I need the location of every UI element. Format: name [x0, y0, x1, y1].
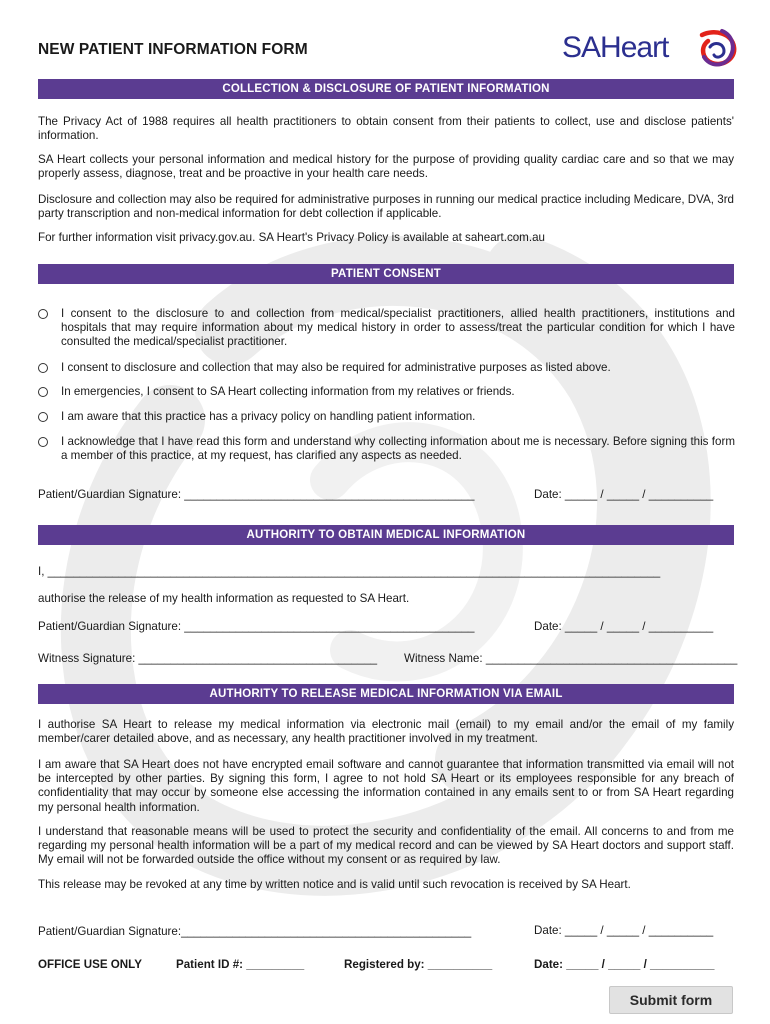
confidentiality-paragraph: I understand that reasonable means will be used to protect the security and confidentiality of the email. All concerns to and from me regarding my personal health information will be a part of my medical record and can be viewed by SA Heart doctors and support staff. My email will not be forwarded outside the office without my consent or as required by law. [38, 825, 734, 867]
consent-date-field[interactable]: Date: _____ / _____ / __________ [534, 488, 714, 501]
consent-radio-5[interactable] [38, 437, 48, 447]
obtain-date-field[interactable]: Date: _____ / _____ / __________ [534, 620, 714, 633]
saheart-logo [562, 25, 740, 73]
office-use-label: OFFICE USE ONLY [38, 958, 142, 971]
consent-item [38, 387, 735, 403]
consent-radio-2[interactable] [38, 363, 48, 373]
release-signature-field[interactable]: Patient/Guardian Signature:_____________________________________________ [38, 925, 472, 938]
consent-radio-3[interactable] [38, 387, 48, 397]
consent-item [38, 412, 735, 428]
privacy-policy-paragraph: For further information visit privacy.gov.au. SA Heart's Privacy Policy is available at saheart.com.au [38, 231, 545, 244]
form-title: NEW PATIENT INFORMATION FORM [38, 41, 308, 58]
witness-name-field[interactable]: Witness Name: _______________________________________ [404, 652, 738, 665]
release-date-field[interactable]: Date: _____ / _____ / __________ [534, 924, 714, 937]
consent-item [38, 309, 735, 353]
consent-text: In emergencies, I consent to SA Heart collecting information from my relatives or friends. [61, 385, 515, 398]
office-date-field[interactable]: Date: _____ / _____ / __________ [534, 958, 715, 971]
consent-text: I acknowledge that I have read this form and understand why collecting information about me is necessary. Before signing this form a member of this practice, at my request, has clarified any aspects as needed. [61, 435, 735, 463]
obtain-signature-field[interactable]: Patient/Guardian Signature: _____________________________________________ [38, 620, 475, 633]
consent-text: I am aware that this practice has a privacy policy on handling patient information. [61, 410, 476, 423]
section-heading-consent: PATIENT CONSENT [38, 264, 734, 284]
email-release-paragraph: I authorise SA Heart to release my medical information via electronic mail (email) to my email and/or the email of my family member/carer detailed above, and as necessary, any health practitioner involved in my treatment. [38, 718, 734, 746]
collection-purpose-paragraph: SA Heart collects your personal information and medical history for the purpose of providing quality cardiac care and so that we may properly assess, diagnose, treat and be proactive in your health care needs. [38, 153, 734, 181]
consent-text: I consent to the disclosure to and collection from medical/specialist practitioners, allied health practitioners, institutions and hospitals that may require information about my medical history in order to assess/treat the particular condition for which I have consulted the medical/specialist practitioner. [61, 307, 735, 349]
patient-name-field[interactable]: I, _______________________________________________________________________________________________ [38, 565, 661, 578]
logo-wordmark: SAHeart [562, 31, 669, 64]
revocation-paragraph: This release may be revoked at any time by written notice and is valid until such revocation is received by SA Heart. [38, 878, 631, 891]
disclosure-admin-paragraph: Disclosure and collection may also be required for administrative purposes in running our medical practice including Medicare, DVA, 3rd party transcription and non-medical information for debt collection if applicable. [38, 193, 734, 221]
consent-radio-4[interactable] [38, 412, 48, 422]
witness-signature-field[interactable]: Witness Signature: _____________________________________ [38, 652, 378, 665]
section-heading-collection: COLLECTION & DISCLOSURE OF PATIENT INFORMATION [38, 79, 734, 99]
authorise-release-text: authorise the release of my health information as requested to SA Heart. [38, 592, 410, 605]
registered-by-field[interactable]: Registered by: __________ [344, 958, 493, 971]
patient-id-field[interactable]: Patient ID #: _________ [176, 958, 305, 971]
consent-item [38, 363, 735, 379]
consent-text: I consent to disclosure and collection that may also be required for administrative purposes as listed above. [61, 361, 611, 374]
consent-signature-field[interactable]: Patient/Guardian Signature: _____________________________________________ [38, 488, 475, 501]
heart-swirl-icon [692, 25, 740, 71]
consent-item [38, 437, 735, 467]
consent-radio-1[interactable] [38, 309, 48, 319]
submit-form-button[interactable]: Submit form [609, 986, 733, 1014]
privacy-act-paragraph: The Privacy Act of 1988 requires all health practitioners to obtain consent from their patients to collect, use and disclose patients' information. [38, 115, 734, 143]
encryption-disclaimer-paragraph: I am aware that SA Heart does not have encrypted email software and cannot guarantee that information transmitted via email will not be intercepted by other parties. By signing this form, I agree to not hold SA Heart or its employees responsible for any breach of confidentiality that may occur by someone else accessing the information contained in any emails sent to or from SA Heart regarding my personal health information. [38, 758, 734, 814]
section-heading-obtain: AUTHORITY TO OBTAIN MEDICAL INFORMATION [38, 525, 734, 545]
section-heading-release: AUTHORITY TO RELEASE MEDICAL INFORMATION VIA EMAIL [38, 684, 734, 704]
